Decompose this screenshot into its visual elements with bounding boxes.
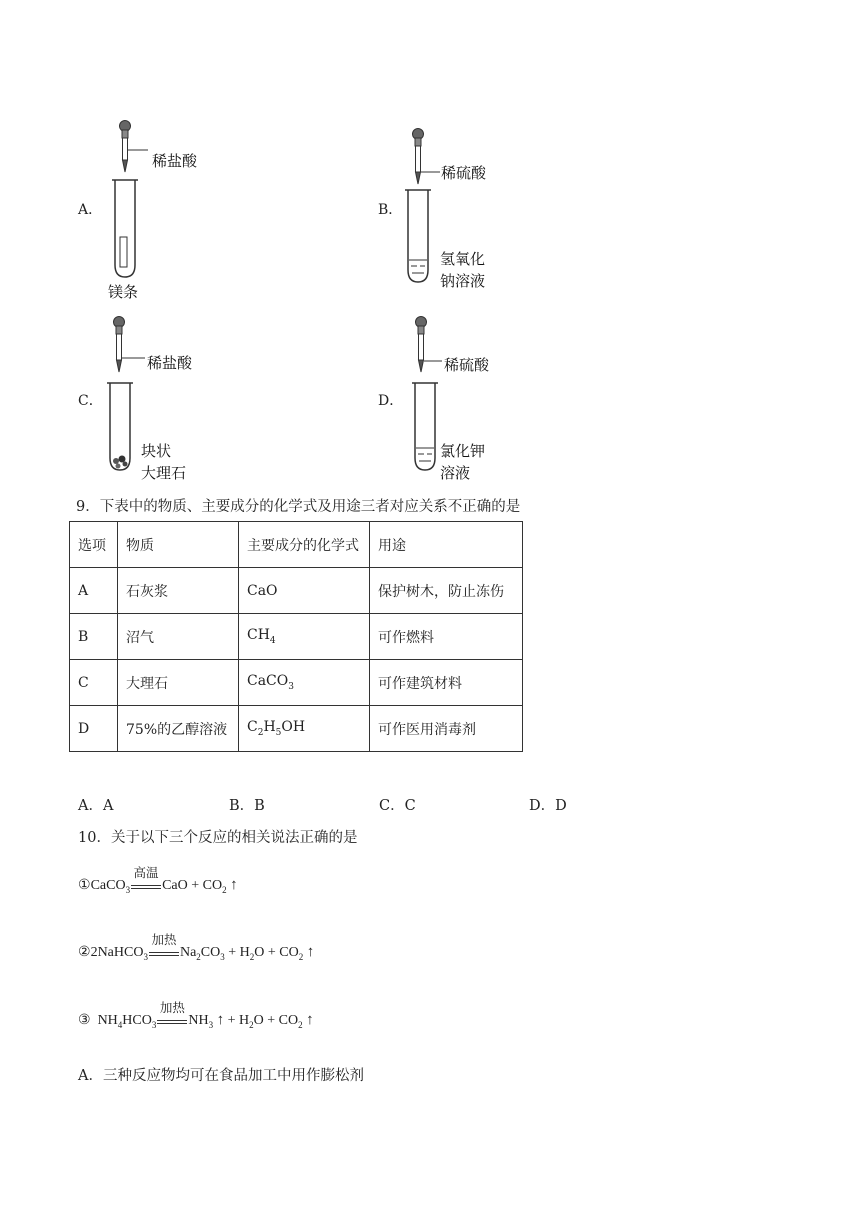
use-cell: 可作燃料 — [370, 614, 523, 660]
use-cell: 可作建筑材料 — [370, 660, 523, 706]
option-letter[interactable]: B． — [378, 202, 403, 218]
option-cell: A — [70, 568, 118, 614]
substance-cell: 大理石 — [118, 660, 239, 706]
equation-number: ② — [78, 945, 91, 960]
formula-cell: $C_2H_5OH$ — [239, 706, 370, 752]
table-header-row — [70, 522, 523, 568]
content-label: 块状 — [141, 442, 172, 460]
substance-cell: 石灰浆 — [118, 568, 239, 614]
acid-label: 稀盐酸 — [147, 354, 193, 372]
option-cell: C — [70, 660, 118, 706]
table-row — [70, 568, 523, 614]
reaction-condition: 加热 — [149, 945, 179, 956]
header-cell: 物质 — [118, 522, 239, 568]
content-label: 大理石 — [141, 464, 187, 482]
q10-option-a[interactable]: A．三种反应物均可在食品加工中用作膨松剂 — [78, 1068, 364, 1084]
answer-option-d[interactable]: D．D — [529, 798, 567, 814]
formula-cell: CaO — [239, 568, 370, 614]
formula-cell: $CH_4$ — [239, 614, 370, 660]
equation-number: ① — [78, 878, 91, 893]
equation-2: ②2NaHCO$_3$ 加热 $Na_2CO_3 + H_2O + CO_2$ ↑ — [78, 933, 315, 962]
table-row — [70, 614, 523, 660]
answer-option-a[interactable]: A．A — [78, 798, 114, 814]
content-label: 溶液 — [440, 464, 471, 482]
content-label: 镁条 — [108, 283, 139, 301]
use-cell: 可作医用消毒剂 — [370, 706, 523, 752]
content-label: 氯化钾 — [440, 442, 486, 460]
formula-cell: CaCO$_3$ — [239, 660, 370, 706]
option-cell: B — [70, 614, 118, 660]
equation-3: ③ $NH_4HCO_3$ 加热 $NH_3$ ↑ + $H_2O + CO_2$ ↑ — [78, 1001, 314, 1030]
question-10-text: 10．关于以下三个反应的相关说法正确的是 — [78, 830, 358, 846]
acid-label: 稀硫酸 — [441, 164, 487, 182]
acid-label: 稀盐酸 — [152, 152, 198, 170]
option-cell: D — [70, 706, 118, 752]
acid-label: 稀硫酸 — [444, 356, 490, 374]
header-cell: 用途 — [370, 522, 523, 568]
substance-cell: 75%的乙醇溶液 — [118, 706, 239, 752]
content-label: 氢氧化 — [440, 250, 486, 268]
table-row — [70, 660, 523, 706]
substance-cell: 沼气 — [118, 614, 239, 660]
reaction-condition: 高温 — [131, 878, 161, 889]
equation-number: ③ — [78, 1013, 91, 1028]
question-9-text: 9．下表中的物质、主要成分的化学式及用途三者对应关系不正确的是 — [76, 499, 521, 515]
option-letter[interactable]: A． — [78, 202, 103, 218]
option-letter[interactable]: C． — [78, 393, 103, 409]
content-label: 钠溶液 — [440, 272, 486, 290]
header-cell: 主要成分的化学式 — [239, 522, 370, 568]
option-letter[interactable]: D． — [378, 393, 404, 409]
reaction-condition: 加热 — [157, 1013, 187, 1024]
q9-table — [69, 521, 523, 752]
equation-1: ①CaCO$_3$ 高温 CaO + $CO_2$ ↑ — [78, 866, 238, 895]
answer-option-b[interactable]: B．B — [229, 798, 265, 814]
answer-option-c[interactable]: C．C — [379, 798, 416, 814]
header-cell: 选项 — [70, 522, 118, 568]
dropper-tube-diagram — [100, 110, 220, 300]
table-row — [70, 706, 523, 752]
use-cell: 保护树木，防止冻伤 — [370, 568, 523, 614]
